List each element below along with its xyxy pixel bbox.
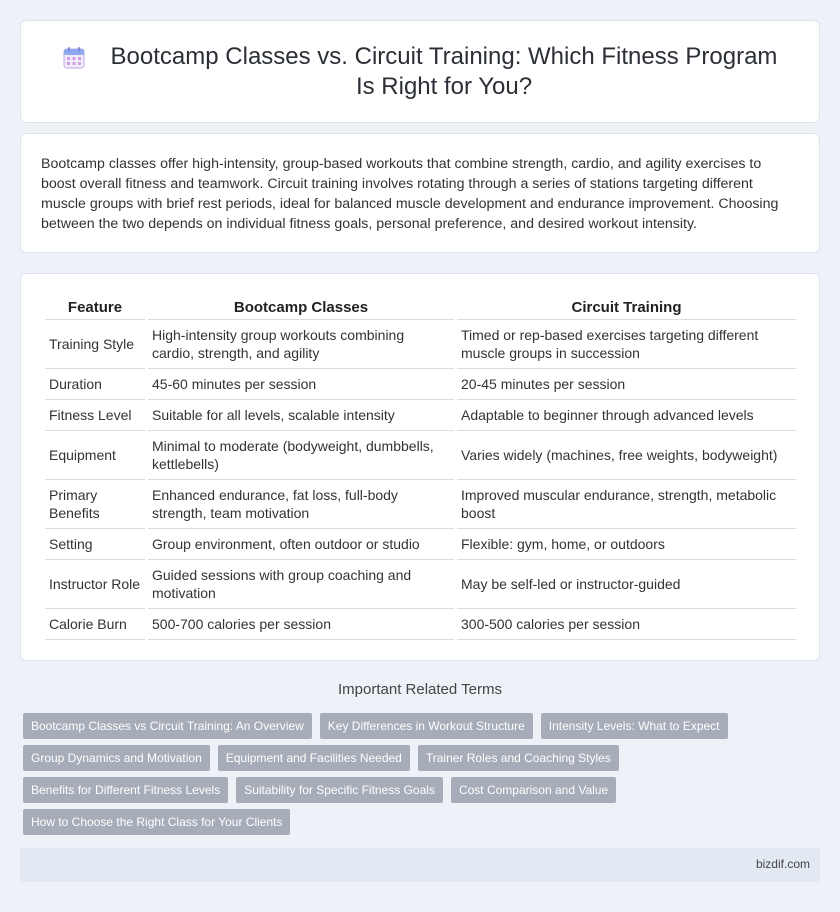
header-bootcamp: Bootcamp Classes xyxy=(148,294,454,320)
related-tags xyxy=(23,713,823,841)
footer xyxy=(20,848,820,882)
table-row xyxy=(45,480,796,529)
related-tag[interactable]: Group Dynamics and Motivation xyxy=(23,745,210,771)
feature-cell: Equipment xyxy=(45,431,145,480)
tag-row xyxy=(23,745,823,771)
header-circuit: Circuit Training xyxy=(457,294,796,320)
related-tag[interactable]: Key Differences in Workout Structure xyxy=(320,713,533,739)
feature-cell: Primary Benefits xyxy=(45,480,145,529)
bootcamp-cell: Group environment, often outdoor or studio xyxy=(148,529,454,560)
footer-site: bizdif.com xyxy=(755,857,810,871)
header-feature: Feature xyxy=(45,294,145,320)
table-row xyxy=(45,369,796,400)
circuit-cell: Improved muscular endurance, strength, metabolic boost xyxy=(457,480,796,529)
table-row xyxy=(45,529,796,560)
related-terms-title: Important Related Terms xyxy=(338,681,502,698)
tag-row xyxy=(23,809,823,835)
header-card xyxy=(20,20,820,123)
related-tag[interactable]: Cost Comparison and Value xyxy=(451,777,616,803)
calendar-icon xyxy=(61,45,87,71)
bootcamp-cell: Minimal to moderate (bodyweight, dumbbells, kettlebells) xyxy=(148,431,454,480)
tag-row xyxy=(23,713,823,739)
feature-cell: Training Style xyxy=(45,320,145,369)
comparison-card xyxy=(20,273,820,661)
table-row xyxy=(45,609,796,640)
related-tag[interactable]: How to Choose the Right Class for Your Clients xyxy=(23,809,290,835)
related-tag[interactable]: Suitability for Specific Fitness Goals xyxy=(236,777,443,803)
circuit-cell: Varies widely (machines, free weights, bodyweight) xyxy=(457,431,796,480)
table-row xyxy=(45,320,796,369)
intro-card xyxy=(20,133,820,253)
bootcamp-cell: 500-700 calories per session xyxy=(148,609,454,640)
related-tag[interactable]: Intensity Levels: What to Expect xyxy=(541,713,728,739)
feature-cell: Setting xyxy=(45,529,145,560)
bootcamp-cell: 45-60 minutes per session xyxy=(148,369,454,400)
feature-cell: Duration xyxy=(45,369,145,400)
circuit-cell: Adaptable to beginner through advanced levels xyxy=(457,400,796,431)
related-tag[interactable]: Trainer Roles and Coaching Styles xyxy=(418,745,619,771)
circuit-cell: 300-500 calories per session xyxy=(457,609,796,640)
page-title: Bootcamp Classes vs. Circuit Training: Which Fitness Program Is Right for You? xyxy=(110,42,778,100)
feature-cell: Calorie Burn xyxy=(45,609,145,640)
feature-cell: Instructor Role xyxy=(45,560,145,609)
circuit-cell: Flexible: gym, home, or outdoors xyxy=(457,529,796,560)
circuit-cell: 20-45 minutes per session xyxy=(457,369,796,400)
bootcamp-cell: Guided sessions with group coaching and motivation xyxy=(148,560,454,609)
table-row xyxy=(45,431,796,480)
circuit-cell: May be self-led or instructor-guided xyxy=(457,560,796,609)
table-row xyxy=(45,560,796,609)
comparison-table xyxy=(42,294,799,640)
intro-text: Bootcamp classes offer high-intensity, group-based workouts that combine strength, cardio, and agility exercises to boost overall fitness and teamwork. Circuit training involves rotating through a series of stations targeting different muscle groups with brief rest periods, ideal for balanced muscle development and endurance improvement. Choosing between the two depends on individual fitness goals, personal preference, and desired workout intensity. xyxy=(41,156,779,232)
bootcamp-cell: High-intensity group workouts combining cardio, strength, and agility xyxy=(148,320,454,369)
tag-row xyxy=(23,777,823,803)
bootcamp-cell: Enhanced endurance, fat loss, full-body strength, team motivation xyxy=(148,480,454,529)
table-row xyxy=(45,400,796,431)
circuit-cell: Timed or rep-based exercises targeting different muscle groups in succession xyxy=(457,320,796,369)
feature-cell: Fitness Level xyxy=(45,400,145,431)
bootcamp-cell: Suitable for all levels, scalable intensity xyxy=(148,400,454,431)
related-tag[interactable]: Benefits for Different Fitness Levels xyxy=(23,777,228,803)
related-tag[interactable]: Equipment and Facilities Needed xyxy=(218,745,410,771)
table-header-row xyxy=(45,294,796,320)
related-tag[interactable]: Bootcamp Classes vs Circuit Training: An Overview xyxy=(23,713,312,739)
